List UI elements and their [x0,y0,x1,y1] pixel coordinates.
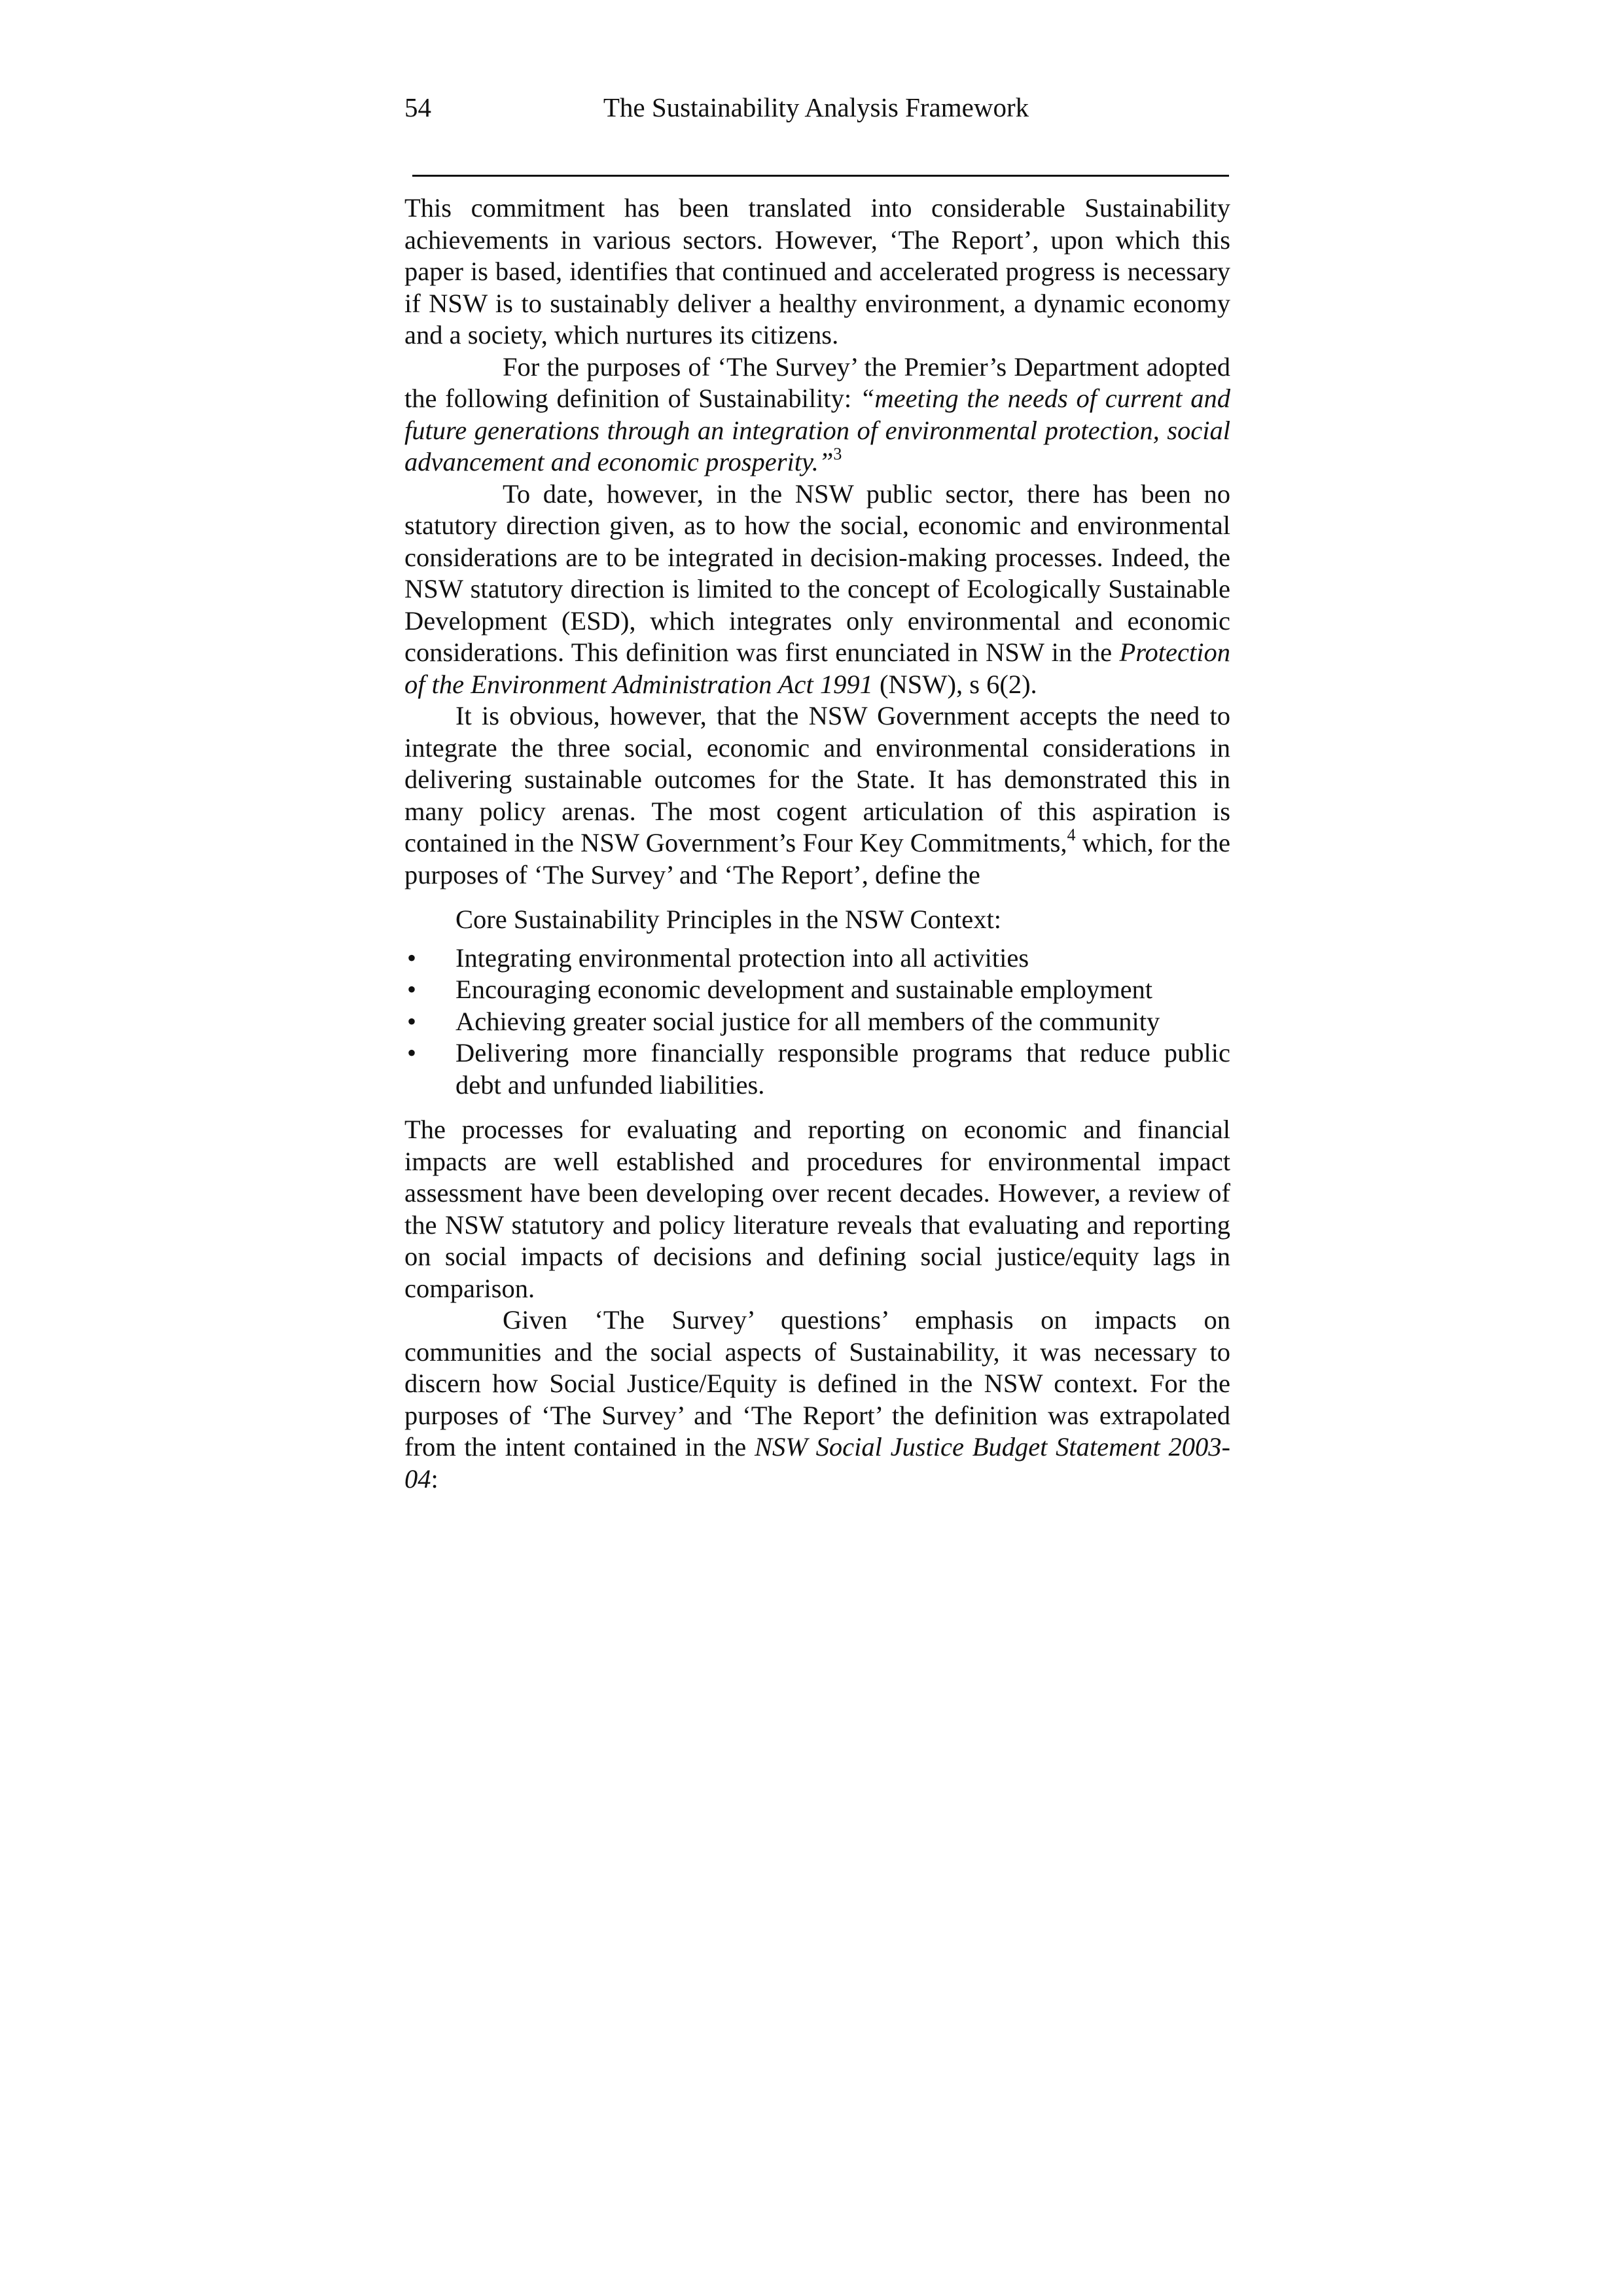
page-header [404,92,1228,131]
sustainability-definition-quote: “meeting the needs of current and future generations through an integration of environmental protection, social advancement and economic prosperity.” [404,384,1231,476]
paragraph-3-text: To date, however, in the NSW public sector, there has been no statutory direction given, as to how the social, economic and environmental considerations are to be integrated in decision-making processes. Indeed, the NSW statutory direction is limited to the concept of Ecologically Sustainable Development (ESD), which integrates only environmental and economic considerations. This definition was first enunciated in NSW in the [404,478,1230,667]
paragraph-2 [404,351,1230,478]
bullet-icon: • [407,1006,417,1036]
list-item [404,1037,1230,1101]
paragraph-5 [404,1114,1230,1304]
list-item-text: Delivering more financially responsible programs that reduce public debt and unfunded liabilities. [455,1038,1230,1100]
paragraph-3-end: (NSW), s 6(2). [879,669,1037,699]
act-title: Protection of the Environment Administration Act 1991 [404,637,1230,699]
list-item-text: Integrating environmental protection into all activities [455,942,1029,973]
list-item [404,1006,1230,1038]
paragraph-4-text: It is obvious, however, that the NSW Government accepts the need to integrate the three social, economic and environmental considerations in delivering sustainable outcomes for the State. It has demonstrated this in many policy arenas. The most cogent articulation of this aspiration is contained in the NSW Government’s Four Key Commitments, [404,701,1230,857]
paragraph-4 [404,700,1230,891]
body-text [404,192,1230,1495]
paragraph-3 [404,478,1230,701]
paragraph-1-text: This commitment has been translated into considerable Sustainability achievements in various sectors. However, ‘The Report’, upon which this paper is based, identifies that continued and accelerated progress is necessary if NSW is to sustainably deliver a healthy environment, a dynamic economy and a society, which nurtures its citizens. [404,193,1230,350]
paragraph-5-text: The processes for evaluating and reporting on economic and financial impacts are well established and procedures for environmental impact assessment have been developing over recent decades. However, a review of the NSW statutory and policy literature reveals that evaluating and reporting on social impacts of decisions and defining social justice/equity lags in comparison. [404,1115,1230,1303]
paragraph-6-text: Given ‘The Survey’ questions’ emphasis on impacts on communities and the social aspects of Sustainability, it was necessary to discern how Social Justice/Equity is defined in the NSW context. For the purposes of ‘The Survey’ and ‘The Report’ the definition was extrapolated from the intent contained in the [404,1305,1230,1462]
page-number: 54 [404,92,431,122]
bullet-icon: • [407,942,417,973]
bullet-icon: • [407,975,417,1004]
principles-lead-in: Core Sustainability Principles in the NSW Context: [455,905,1001,934]
footnote-ref-3: 3 [833,444,842,463]
paragraph-4-end: which, for the purposes of ‘The Survey’ and ‘The Report’, define the [404,828,1230,889]
paragraph-6 [404,1304,1230,1495]
paragraph-6-end: : [431,1463,438,1494]
principles-list [404,942,1230,1102]
paragraph-2-text: For the purposes of ‘The Survey’ the Premier’s Department adopted the following definition of Sustainability: [404,351,1230,413]
running-title: The Sustainability Analysis Framework [603,92,1029,122]
bullet-icon: • [407,1038,417,1067]
list-item-text: Achieving greater social justice for all members of the community [455,1006,1160,1036]
budget-statement-title: NSW Social Justice Budget Statement 2003-04 [404,1432,1230,1494]
paragraph-1 [404,192,1230,351]
list-item [404,974,1230,1006]
header-rule [412,175,1229,177]
footnote-ref-4: 4 [1067,825,1076,844]
list-item [404,942,1230,975]
list-item-text: Encouraging economic development and sustainable employment [455,975,1153,1004]
